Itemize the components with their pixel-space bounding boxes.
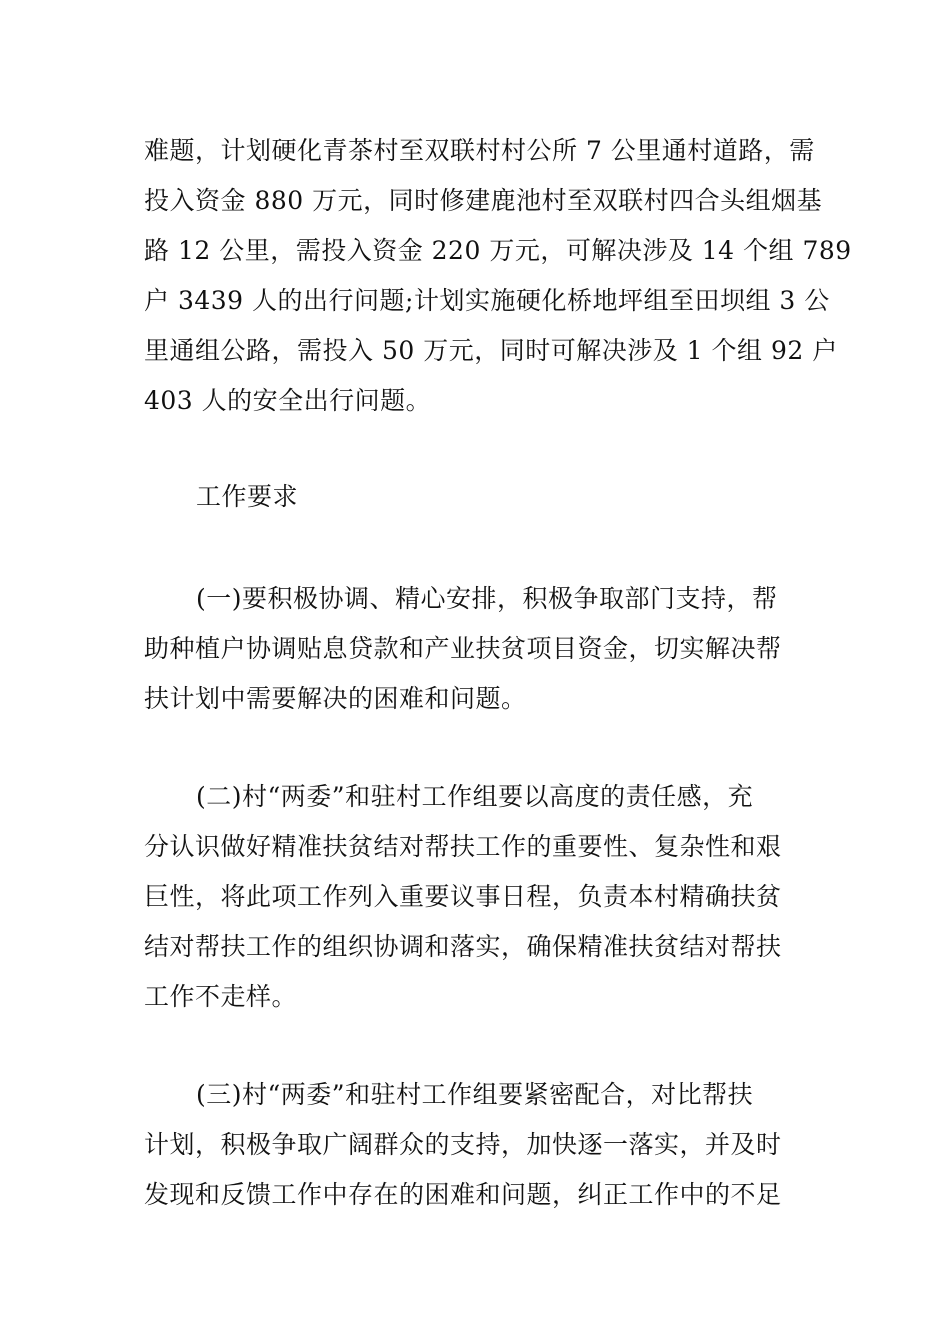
text-line: 投入资金 880 万元，同时修建鹿池村至双联村四合头组烟基 [144,186,823,215]
text-line: 发现和反馈工作中存在的困难和问题，纠正工作中的不足 [144,1180,782,1209]
text-line: 户 3439 人的出行问题;计划实施硬化桥地坪组至田坝组 3 公 [144,286,830,315]
text-line: 分认识做好精准扶贫结对帮扶工作的重要性、复杂性和艰 [144,832,782,861]
text-line: 里通组公路，需投入 50 万元，同时可解决涉及 1 个组 92 户 [144,336,838,365]
text-line: (二)村“两委”和驻村工作组要以高度的责任感，充 [196,782,754,811]
text-line: (一)要积极协调、精心安排，积极争取部门支持，帮 [196,584,778,613]
requirement-1 [144,574,814,724]
text-line: 巨性，将此项工作列入重要议事日程，负责本村精确扶贫 [144,882,782,911]
text-line: 扶计划中需要解决的困难和问题。 [144,684,527,713]
requirement-2 [144,772,814,1022]
text-line: 403 人的安全出行问题。 [144,386,432,415]
heading-text: 工作要求 [196,482,299,511]
text-line: 助种植户协调贴息贷款和产业扶贫项目资金，切实解决帮 [144,634,782,663]
text-line: 计划，积极争取广阔群众的支持，加快逐一落实，并及时 [144,1130,782,1159]
requirement-3 [144,1070,814,1220]
text-line: (三)村“两委”和驻村工作组要紧密配合，对比帮扶 [196,1080,754,1109]
text-line: 难题，计划硬化青茶村至双联村村公所 7 公里通村道路，需 [144,136,815,165]
text-line: 工作不走样。 [144,982,298,1011]
text-line: 结对帮扶工作的组织协调和落实，确保精准扶贫结对帮扶 [144,932,782,961]
paragraph-road-plan [144,126,852,426]
text-line: 路 12 公里，需投入资金 220 万元，可解决涉及 14 个组 789 [144,236,852,265]
section-heading [144,472,814,522]
